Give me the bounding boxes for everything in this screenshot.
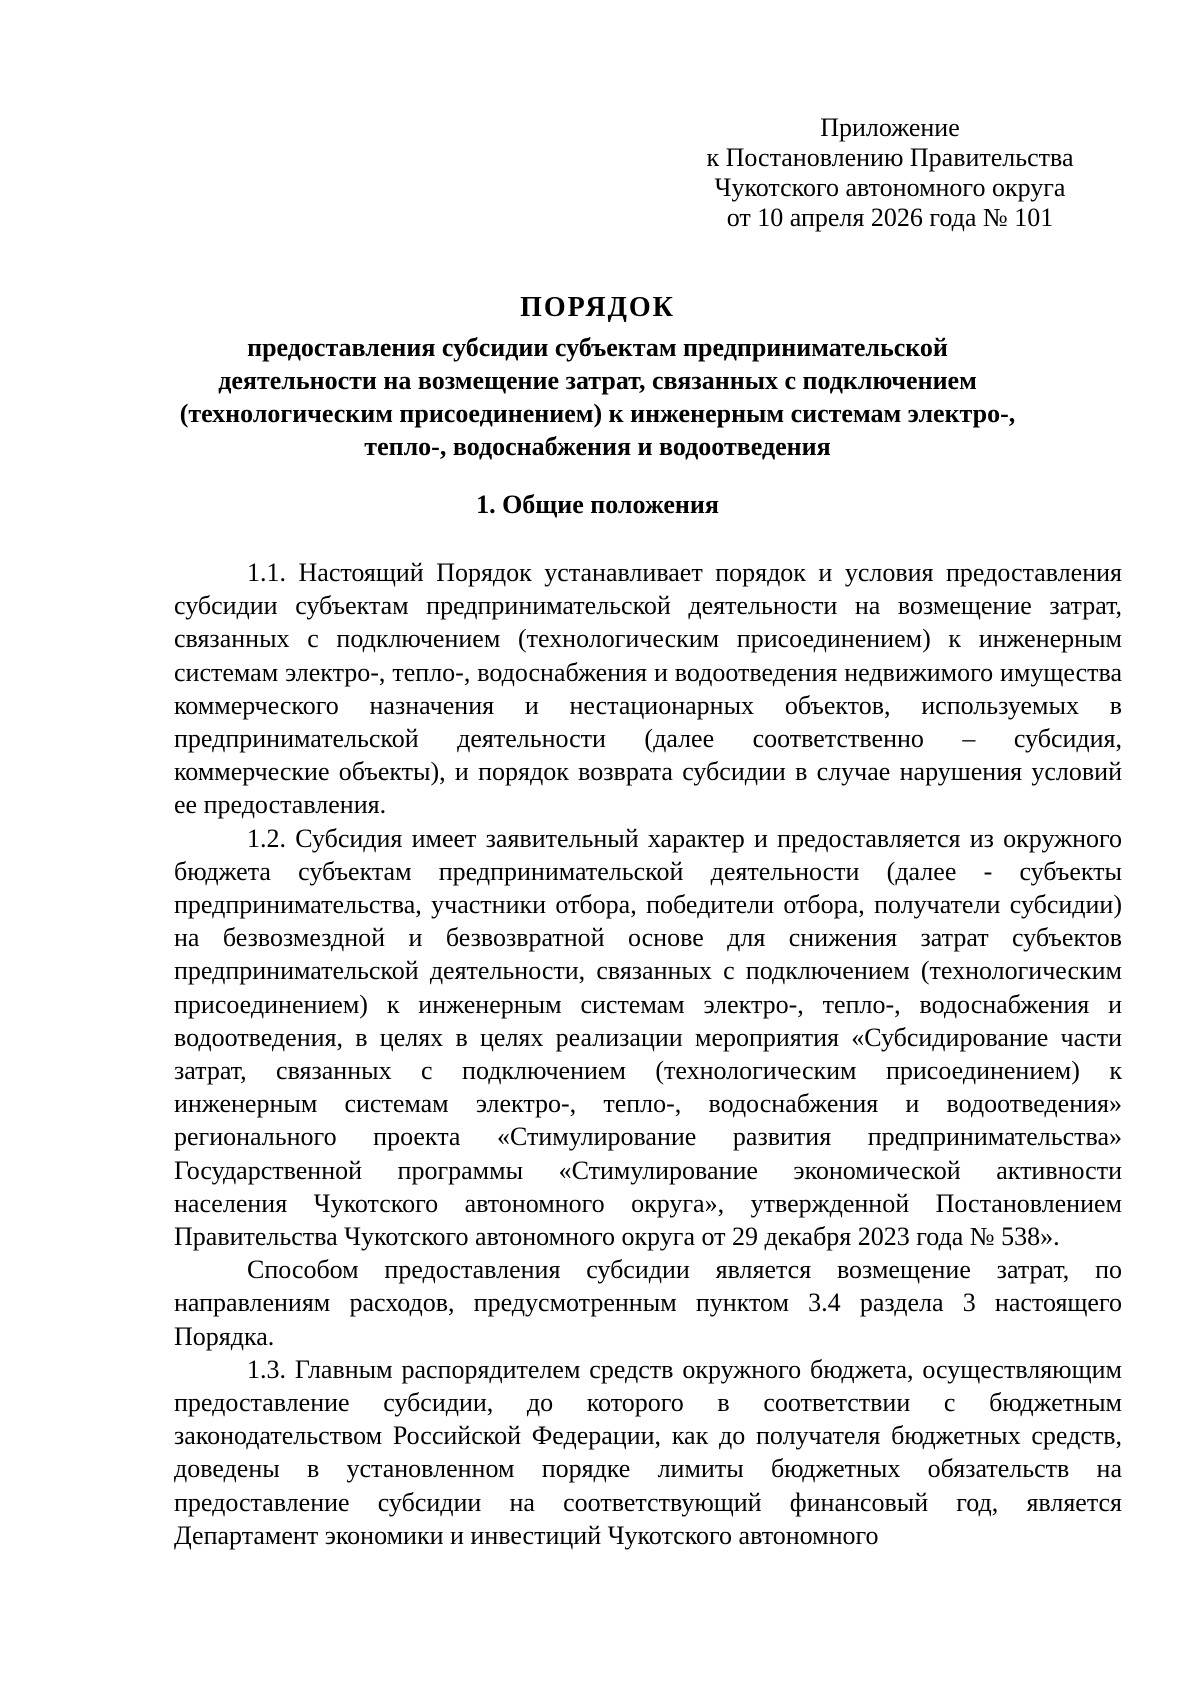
appendix-header <box>700 113 1080 233</box>
paragraph-1-3: 1.3. Главным распорядителем средств окружного бюджета, осуществляющим предоставление субсидии, до которого в соответствии с бюджетным законодательством Российской Федерации, как до получателя бюджетных средств, доведены в установленном порядке лимиты бюджетных обязательств на предоставление субсидии на соответствующий финансовый год, является Департамент экономики и инвестиций Чукотского автономного <box>174 1354 1122 1550</box>
subtitle-line-4: тепло-, водоснабжения и водоотведения <box>364 432 831 461</box>
paragraph-1-2: 1.2. Субсидия имеет заявительный характер и предоставляется из окружного бюджета субъектам предпринимательской деятельности (далее - субъекты предпринимательства, участники отбора, победители отбора, получатели субсидии) на безвозмездной и безвозвратной основе для снижения затрат субъектов предпринимательской деятельности, связанных с подключением (технологическим присоединением) к инженерным системам электро-, тепло-, водоснабжения и водоотведения, в целях в целях реализации мероприятия «Субсидирование части затрат, связанных с подключением (технологическим присоединением) к инженерным системам электро-, тепло-, водоснабжения и водоотведения» регионального проекта «Стимулирование развития предпринимательства» Государственной программы «Стимулирование экономической активности населения Чукотского автономного округа», утвержденной Постановлением Правительства Чукотского автономного округа от 29 декабря 2023 года № 538». <box>174 823 1122 1252</box>
section-heading: 1. Общие положения <box>476 490 719 519</box>
appendix-line-4: от 10 апреля 2026 года № 101 <box>726 203 1054 232</box>
subtitle-line-3: (технологическим присоединением) к инженерным системам электро-, <box>179 399 1016 428</box>
document-title: ПОРЯДОК <box>520 292 675 323</box>
document-subtitle <box>150 331 1045 463</box>
appendix-line-3: Чукотского автономного округа <box>714 173 1066 202</box>
paragraph-method: Способом предоставления субсидии является возмещение затрат, по направлениям расходов, предусмотренным пунктом 3.4 раздела 3 настоящего Порядка. <box>174 1255 1122 1351</box>
title-block <box>150 291 1045 463</box>
body-text <box>174 556 1122 1552</box>
appendix-line-2: к Постановлению Правительства <box>706 143 1074 172</box>
paragraph-1-1: 1.1. Настоящий Порядок устанавливает порядок и условия предоставления субсидии субъектам предпринимательской деятельности на возмещение затрат, связанных с подключением (технологическим присоединением) к инженерным системам электро-, тепло-, водоснабжения и водоотведения недвижимого имущества коммерческого назначения и нестационарных объектов, используемых в предпринимательской деятельности (далее соответственно – субсидия, коммерческие объекты), и порядок возврата субсидии в случае нарушения условий ее предоставления. <box>174 558 1122 820</box>
subtitle-line-1: предоставления субсидии субъектам предпринимательской <box>247 333 948 362</box>
subtitle-line-2: деятельности на возмещение затрат, связанных с подключением <box>218 366 977 395</box>
appendix-line-1: Приложение <box>820 113 960 142</box>
